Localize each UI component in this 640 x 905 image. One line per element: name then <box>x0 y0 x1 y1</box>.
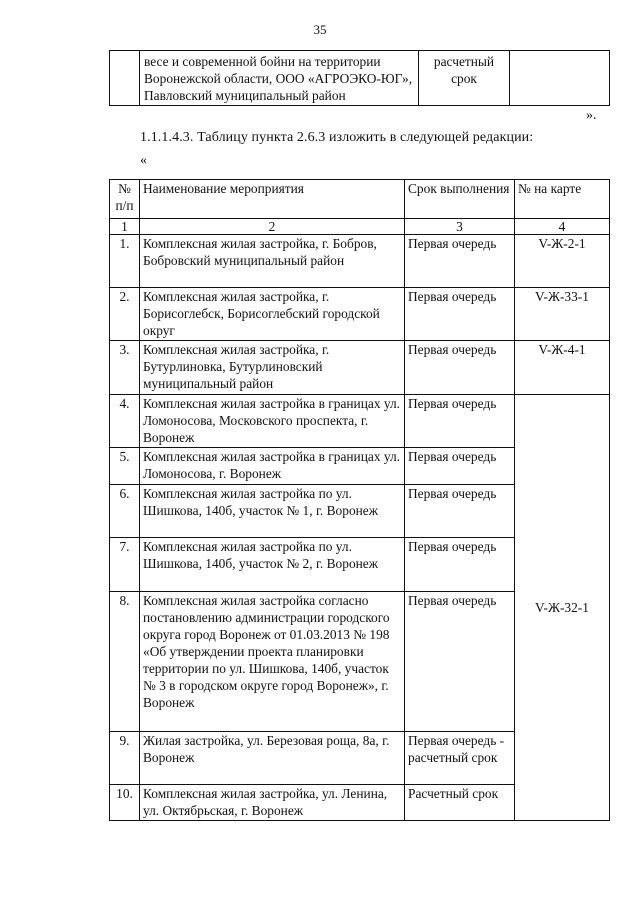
row-num: 7. <box>110 538 140 592</box>
row-term: Первая очередь <box>405 485 515 538</box>
header-name: Наименование мероприятия <box>140 180 405 219</box>
row-map: V-Ж-33-1 <box>515 288 610 341</box>
row-num: 8. <box>110 592 140 732</box>
row-term: Первая очередь <box>405 395 515 448</box>
row-num: 1. <box>110 235 140 288</box>
row-term: Расчетный срок <box>405 785 515 821</box>
page-number: 35 <box>313 22 327 37</box>
opening-quote: « <box>140 153 147 168</box>
row-term: Первая очередь <box>405 448 515 485</box>
row-name: Комплексная жилая застройка, г. Борисоглебск, Борисоглебский городской округ <box>140 288 405 341</box>
row-num: 9. <box>110 732 140 785</box>
row-num: 4. <box>110 395 140 448</box>
column-number: 2 <box>140 219 405 235</box>
column-number: 3 <box>405 219 515 235</box>
row-name: Комплексная жилая застройка по ул. Шишкова, 140б, участок № 2, г. Воронеж <box>140 538 405 592</box>
row-term: Первая очередь <box>405 288 515 341</box>
row-name: Комплексная жилая застройка в границах ул. Ломоносова, г. Воронеж <box>140 448 405 485</box>
table-cell-description: весе и современной бойни на территории Воронежской области, ООО «АГРОЭКО-ЮГ», Павловский муниципальный район <box>140 51 419 106</box>
row-name: Комплексная жилая застройка, г. Бутурлиновка, Бутурлиновский муниципальный район <box>140 341 405 395</box>
row-name: Жилая застройка, ул. Березовая роща, 8а, г. Воронеж <box>140 732 405 785</box>
row-num: 2. <box>110 288 140 341</box>
table-cell-map <box>510 51 610 106</box>
closing-quote: ». <box>586 108 597 123</box>
header-num: № п/п <box>110 180 140 219</box>
table-row <box>110 341 610 395</box>
row-name: Комплексная жилая застройка согласно постановлению администрации городского округа город Воронеж от 01.03.2013 № 198 «Об утверждении проекта планировки территории по ул. Шишкова, 140б, участок № 3 в городском округе город Воронеж», г. Воронеж <box>140 592 405 732</box>
row-term: Первая очередь <box>405 592 515 732</box>
table-row <box>110 288 610 341</box>
table-row <box>110 51 610 106</box>
header-term: Срок выполнения <box>405 180 515 219</box>
table-row <box>110 395 610 448</box>
column-number-row <box>110 219 610 235</box>
table-cell-term: расчетный срок <box>419 51 510 106</box>
row-term: Первая очередь <box>405 538 515 592</box>
header-map: № на карте <box>515 180 610 219</box>
table-row <box>110 235 610 288</box>
table-header-row <box>110 180 610 219</box>
row-num: 6. <box>110 485 140 538</box>
row-num: 3. <box>110 341 140 395</box>
row-term: Первая очередь - расчетный срок <box>405 732 515 785</box>
measures-table <box>109 179 610 821</box>
table-cell-num <box>110 51 140 106</box>
row-map-merged: V-Ж-32-1 <box>515 395 610 821</box>
row-num: 5. <box>110 448 140 485</box>
row-name: Комплексная жилая застройка, г. Бобров, Бобровский муниципальный район <box>140 235 405 288</box>
row-name: Комплексная жилая застройка, ул. Ленина, ул. Октябрьская, г. Воронеж <box>140 785 405 821</box>
row-term: Первая очередь <box>405 341 515 395</box>
row-num: 10. <box>110 785 140 821</box>
previous-table-fragment <box>109 50 610 106</box>
row-name: Комплексная жилая застройка по ул. Шишкова, 140б, участок № 1, г. Воронеж <box>140 485 405 538</box>
amendment-paragraph: 1.1.1.4.3. Таблицу пункта 2.6.3 изложить в следующей редакции: <box>140 130 534 145</box>
row-map: V-Ж-4-1 <box>515 341 610 395</box>
column-number: 1 <box>110 219 140 235</box>
row-term: Первая очередь <box>405 235 515 288</box>
column-number: 4 <box>515 219 610 235</box>
row-map: V-Ж-2-1 <box>515 235 610 288</box>
row-name: Комплексная жилая застройка в границах ул. Ломоносова, Московского проспекта, г. Воронеж <box>140 395 405 448</box>
